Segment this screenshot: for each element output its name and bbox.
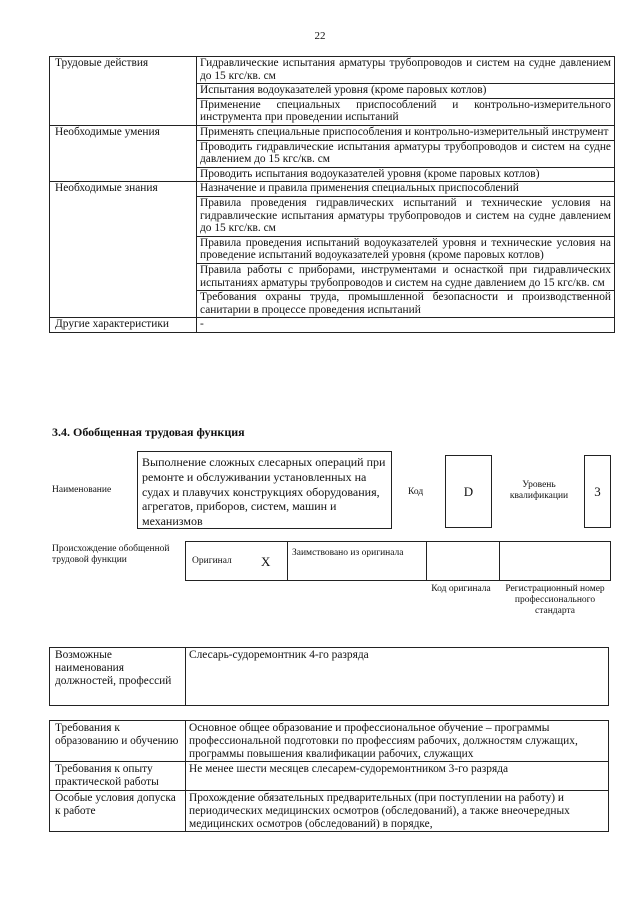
section-title: 3.4. Обобщенная трудовая функция (52, 425, 245, 439)
origin-table (185, 541, 611, 581)
name-label: Наименование (52, 485, 112, 495)
divider (499, 542, 500, 580)
divider (426, 542, 427, 580)
level-label: Уровень квалификации (509, 480, 569, 501)
admission-value: Прохождение обязательных предварительных (при поступлении на работу) и периодических медицинских осмотров (обследований), а также внеочередных медицинских осмотров (обследований) в порядке, (186, 790, 609, 831)
knowledge-row: Назначение и правила применения специальных приспособлений (197, 182, 615, 197)
labor-action-row: Гидравлические испытания арматуры трубопроводов и систем на судне давлением до 15 кгс/кв. см (197, 57, 615, 84)
code-original-label: Код оригинала (431, 584, 491, 594)
knowledge-row: Правила работы с приборами, инструментами и оснасткой при гидравлических испытаниях арматуры трубопроводов и систем на судне давлением до 15 кгс/кв. см (197, 263, 615, 290)
labor-action-row: Испытания водоуказателей уровня (кроме паровых котлов) (197, 84, 615, 99)
positions-table (49, 647, 609, 706)
positions-value: Слесарь-судоремонтник 4-го разряда (186, 648, 609, 706)
divider (287, 542, 288, 580)
labor-action-row: Применение специальных приспособлений и контрольно-измерительного инструмента при проведении испытаний (197, 98, 615, 125)
positions-label: Возможные наименования должностей, профессий (50, 648, 186, 706)
other-label: Другие характеристики (50, 318, 197, 333)
knowledge-row: Требования охраны труда, промышленной безопасности и производственной санитарии в процессе проведения испытаний (197, 291, 615, 318)
requirements-table (49, 720, 609, 832)
experience-value: Не менее шести месяцев слесарем-судоремонтником 3-го разряда (186, 762, 609, 791)
code-value: D (463, 483, 474, 499)
knowledge-label: Необходимые знания (50, 182, 197, 318)
function-name-value: Выполнение сложных слесарных операций при ремонте и обслуживании установленных на судах и плавучих конструкциях оборудования, агрегатов, приборов, систем, машин и механизмов (142, 455, 386, 529)
education-label: Требования к образованию и обучению (50, 721, 186, 762)
level-box (584, 455, 611, 528)
original-mark: X (261, 554, 271, 569)
borrowed-label: Заимствовано из оригинала (292, 548, 404, 558)
page-number: 22 (314, 30, 326, 42)
skills-label: Необходимые умения (50, 125, 197, 181)
experience-label: Требования к опыту практической работы (50, 762, 186, 791)
education-value: Основное общее образование и профессиональное обучение – программы профессиональной подготовки по профессиям рабочих, должностям служащих, программы повышения квалификации рабочих, служащих (186, 721, 609, 762)
original-label: Оригинал (192, 556, 232, 566)
labor-actions-label: Трудовые действия (50, 57, 197, 126)
knowledge-row: Правила проведения гидравлических испытаний и технические условия на гидравлические испытания арматуры трубопроводов и систем на судне давлением до 15 кгс/кв. см (197, 196, 615, 236)
origin-label: Происхождение обобщенной трудовой функции (52, 544, 170, 565)
labor-functions-table (49, 56, 615, 333)
admission-label: Особые условия допуска к работе (50, 790, 186, 831)
function-name-box (137, 451, 392, 529)
skill-row: Применять специальные приспособления и контрольно-измерительный инструмент (197, 125, 615, 140)
skill-row: Проводить испытания водоуказателей уровня (кроме паровых котлов) (197, 167, 615, 182)
code-label: Код (408, 487, 424, 497)
reg-number-label: Регистрационный номер профессионального стандарта (505, 584, 605, 616)
level-value: 3 (594, 483, 601, 499)
skill-row: Проводить гидравлические испытания арматуры трубопроводов и систем на судне давлением до 15 кгс/кв. см (197, 140, 615, 167)
knowledge-row: Правила проведения испытаний водоуказателей уровня и технические условия на проведение испытаний водоуказателей уровня (кроме паровых котлов) (197, 236, 615, 263)
code-box (445, 455, 492, 528)
other-value: - (197, 318, 615, 333)
